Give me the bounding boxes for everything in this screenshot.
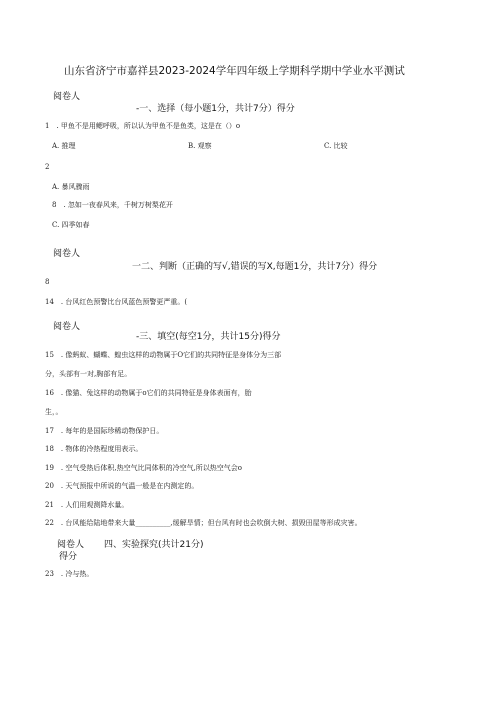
question-16: 16 . 像猫、兔这样的动物属于o它们的共同特征是身体表面有，胎 bbox=[45, 389, 252, 397]
section-heading-choice: -一、选择（每小题1分，共计7分）得分 bbox=[136, 104, 295, 114]
question-19: 19 . 空气受热后体积,热空气比同体积的冷空气,所以热空气会o bbox=[45, 464, 243, 472]
section-heading-judgement: 一二、判断（正确的写√,错误的写X,每题1分，共计7分）得分 bbox=[132, 262, 378, 272]
question-21: 21 . 人们用观测降水量。 bbox=[45, 501, 129, 509]
option-c: C. 四季如春 bbox=[52, 221, 90, 229]
question-17: 17 . 每年的是国际珍稀动物保护日。 bbox=[45, 427, 164, 435]
question-22: 22 . 台风能给陆地带来大量__________,缓解旱情；但台风有时也会吹倒大树、损毁田屋等形成灾害。 bbox=[45, 519, 362, 527]
section-heading-fill: -三、填空(每空1分，共计15分)得分 bbox=[136, 332, 281, 342]
question-8-line: 8 . 忽如一夜春风来，千树万树梨花开 bbox=[52, 201, 173, 209]
reviewer-label: 阅卷人 bbox=[53, 249, 81, 259]
question-1: 1 . 甲鱼不是用鳃呼吸，所以认为甲鱼不是鱼类，这是在（）o bbox=[45, 122, 241, 130]
question-8: 8 bbox=[45, 278, 50, 286]
question-16-cont: 生，。 bbox=[45, 408, 63, 416]
reviewer-label: 阅卷人 bbox=[53, 92, 81, 102]
question-2: 2 bbox=[45, 163, 50, 171]
option-b: B. 观察 bbox=[188, 142, 212, 150]
exam-title: 山东省济宁市嘉祥县2023-2024学年四年级上学期科学期中学业水平测试 bbox=[64, 65, 405, 77]
score-label: 得分 bbox=[59, 552, 78, 562]
question-18: 18 . 物体的冷热程度用表示。 bbox=[45, 445, 143, 453]
option-a: A. 推理 bbox=[52, 142, 76, 150]
question-15: 15 . 像蚂蚁、蝴蝶、蝗虫这样的动物属于O它们的共同特征是身体分为三部 bbox=[45, 351, 282, 359]
question-23: 23 . 冷与热。 bbox=[45, 570, 94, 578]
question-14: 14 . 台风红色预警比台风蓝色预警更严重。( bbox=[45, 298, 188, 306]
question-15-cont: 分，头部有一对,胸部有足。 bbox=[45, 370, 132, 378]
reviewer-label: 阅卷人 bbox=[57, 540, 85, 550]
section-heading-experiment: 四、实验探究(共计21分) bbox=[104, 540, 204, 550]
option-a: A. 暴风骤雨 bbox=[52, 183, 90, 191]
question-20: 20 . 天气预报中所说的气温一般是在内测定的。 bbox=[45, 482, 199, 490]
reviewer-label: 阅卷人 bbox=[53, 322, 81, 332]
option-c: C. 比较 bbox=[324, 142, 348, 150]
